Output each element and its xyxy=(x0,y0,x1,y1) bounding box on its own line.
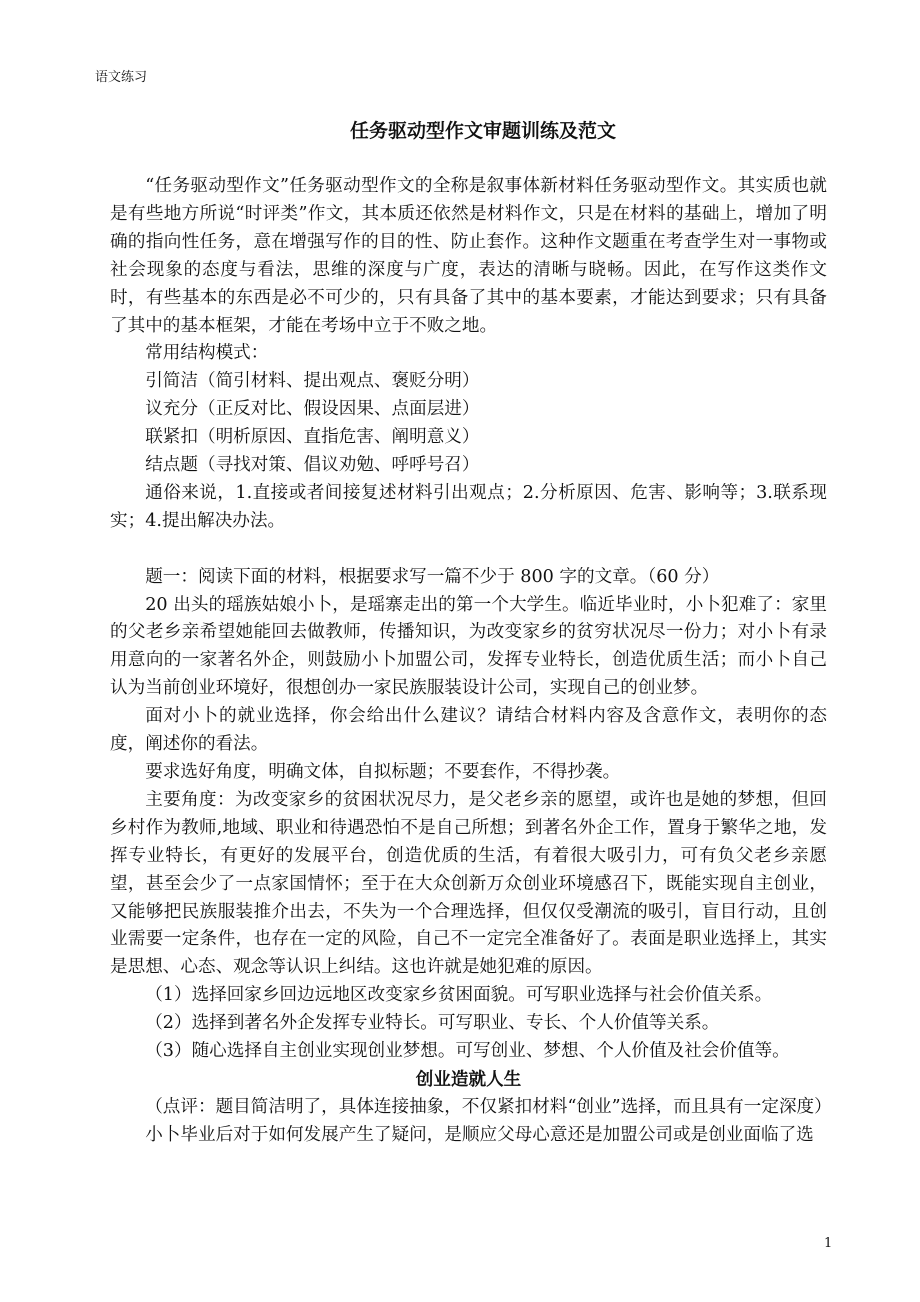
page-number: 1 xyxy=(824,1236,833,1251)
blank-line xyxy=(110,536,827,564)
structure-item: 联紧扣（明析原因、直指危害、阐明意义） xyxy=(145,427,480,448)
question-angles: 主要角度：为改变家乡的贫困状况尽力，是父老乡亲的愿望，或许也是她的梦想，但回乡村作为教师,地域、职业和待遇恐怕不是自己所想；到著名外企工作，置身于繁华之地，发挥专业特长，有更好的发展平台，创造优质的生活，有着很大吸引力，可有负父老乡亲愿望，甚至会少了一点家国情怀；至于在大众创新万众创业环境感召下，既能实现自主创业，又能够把民族服装推介出去，不失为一个合理选择，但仅仅受潮流的吸引，盲目行动，且创业需要一定条件，也存在一定的风险，自己不一定完全准备好了。表面是职业选择上，其实是思想、心态、观念等认识上纠结。这也许就是她犯难的原因。 xyxy=(110,789,827,978)
structure-item: 引简洁（简引材料、提出观点、褒贬分明） xyxy=(145,371,480,392)
question-option: （3）随心选择自主创业实现创业梦想。可写创业、梦想、个人价值及社会价值等。 xyxy=(145,1041,790,1062)
page-header: 语文练习 xyxy=(95,70,148,85)
document-body xyxy=(110,173,832,1150)
question-prompt: 题一：阅读下面的材料，根据要求写一篇不少于 800 字的文章。（60 分） xyxy=(145,566,720,587)
structure-item: 议充分（正反对比、假设因果、点面层进） xyxy=(145,399,480,420)
question-option: （1）选择回家乡回边远地区改变家乡贫困面貌。可写职业选择与社会价值关系。 xyxy=(145,985,773,1006)
question-material: 20 出头的瑶族姑娘小卜，是瑶寨走出的第一个大学生。临近毕业时，小卜犯难了：家里的父老乡亲希望她能回去做教师，传播知识，为改变家乡的贫穷状况尽一份力；对小卜有录用意向的一家著名外企，则鼓励小卜加盟公司，发挥专业特长，创造优质生活；而小卜自己认为当前创业环境好，很想创办一家民族服装设计公司，实现自己的创业梦。 xyxy=(110,594,827,699)
intro-paragraph: “任务驱动型作文”任务驱动型作文的全称是叙事体新材料任务驱动型作文。其实质也就是有些地方所说“时评类”作文，其本质还依然是材料作文，只是在材料的基础上，增加了明确的指向性任务，意在增强写作的目的性、防止套作。这种作文题重在考查学生对一事物或社会现象的态度与看法，思维的深度与广度，表达的清晰与晓畅。因此，在写作这类作文时，有些基本的东西是必不可少的，只有具备了其中的基本要素，才能达到要求；只有具备了其中的基本框架，才能在考场中立于不败之地。 xyxy=(110,176,827,336)
question-requirements: 要求选好角度，明确文体，自拟标题；不要套作，不得抄袭。 xyxy=(145,762,621,783)
essay-title: 创业造就人生 xyxy=(415,1068,522,1090)
structure-item: 结点题（寻找对策、倡议劝勉、呼呼号召） xyxy=(145,455,480,476)
essay-comment: （点评：题目简洁明了，具体连接抽象，不仅紧扣材料“创业”选择，而且具有一定深度） xyxy=(145,1096,832,1117)
question-option: （2）选择到著名外企发挥专业特长。可写职业、专长、个人价值等关系。 xyxy=(145,1013,720,1034)
structure-heading: 常用结构模式： xyxy=(145,343,269,364)
question-task: 面对小卜的就业选择，你会给出什么建议？请结合材料内容及含意作文，表明你的态度，阐述你的看法。 xyxy=(110,706,827,755)
document-title: 任务驱动型作文审题训练及范文 xyxy=(349,120,616,142)
summary-paragraph: 通俗来说，1.直接或者间接复述材料引出观点；2.分析原因、危害、影响等；3.联系现实；4.提出解决办法。 xyxy=(110,482,827,531)
essay-paragraph: 小卜毕业后对于如何发展产生了疑问，是顺应父母心意还是加盟公司或是创业面临了选 xyxy=(145,1124,814,1145)
